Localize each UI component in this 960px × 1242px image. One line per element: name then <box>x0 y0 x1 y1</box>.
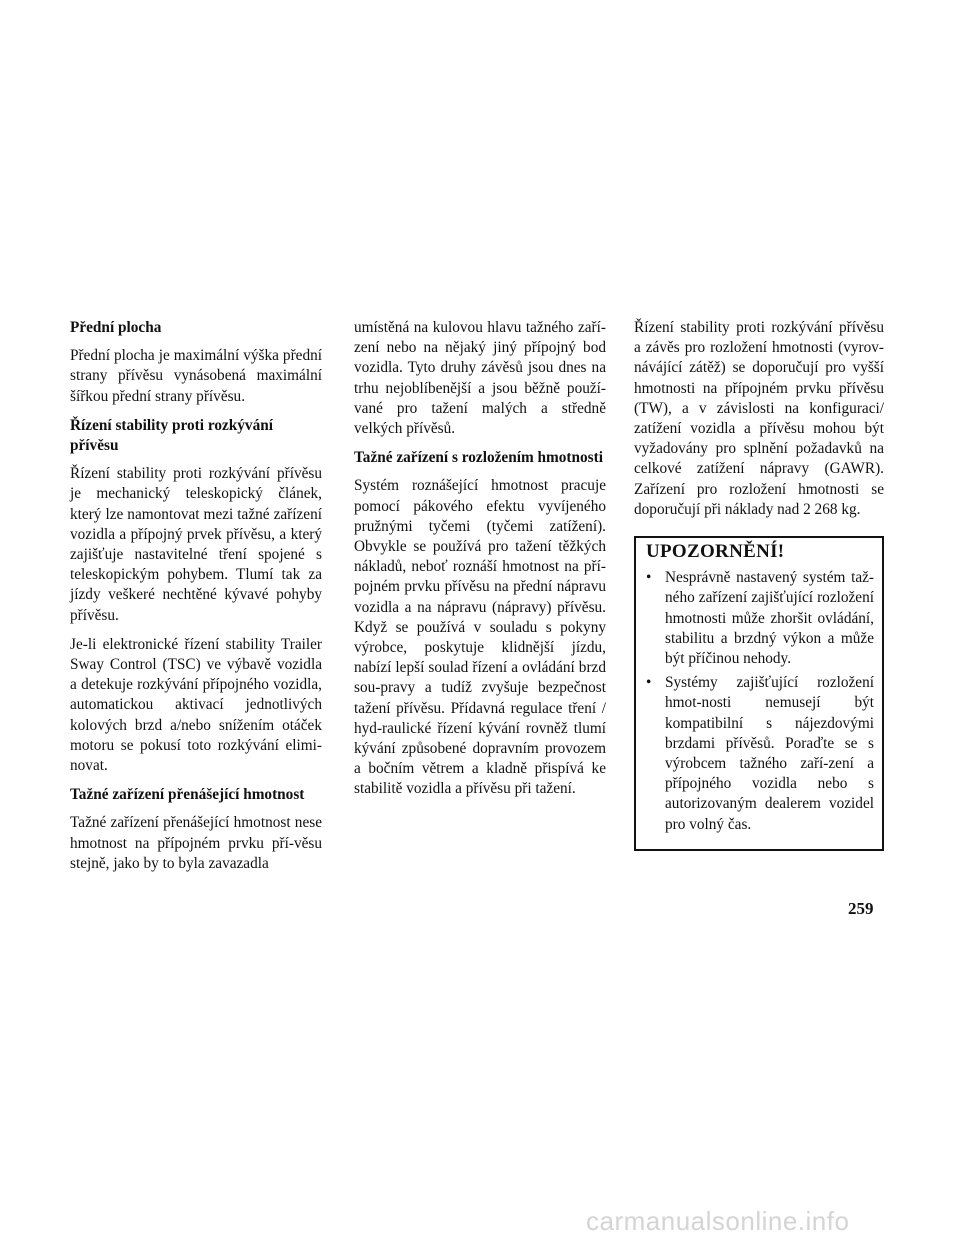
warning-item-text: Nesprávně nastavený systém taž-ného zařízení zajišťující rozložení hmotnosti může zhoršit ovládání, stabilitu a brzdný výkon a může být příčinou nehody. <box>665 569 874 668</box>
column-1 <box>70 318 322 883</box>
warning-title: UPOZORNĚNÍ! <box>646 541 785 563</box>
heading-sway-control: Řízení stability proti rozkývání přívěsu <box>70 416 273 455</box>
bullet-icon: • <box>646 569 652 587</box>
page-number: 259 <box>848 899 874 918</box>
heading-weight-distributing-hitch: Tažné zařízení s rozložením hmotnosti <box>354 449 603 467</box>
watermark: carmanualsonline.info <box>586 1206 850 1236</box>
warning-item <box>646 568 874 669</box>
paragraph-weight-distributing-hitch: Systém roznášející hmotnost pracuje pomocí pákového efektu vyvíjeného pružnými tyčemi (tyčemi zatížení). Obvykle se používá pro tažení těžkých nákladů, neboť roznáší hmotnost na pří-pojném prvku přívěsu na přední nápravu vozidla a na nápravu (nápravy) přívěsu. Když se používá v souladu s pokyny výrobce, poskytuje klidnější jízdu, nabízí lepší soulad řízení a ovládání brzd sou-pravy a tudíž zvyšuje bezpečnost tažení přívěsu. Přídavná regulace tření / hyd-raulické řízení kývání rovněž tlumí kývání způsobené dopravním provozem a bočním větrem a kladně přispívá ke stabilitě vozidla a přívěsu při tažení. <box>354 477 606 798</box>
paragraph-tsc: Je-li elektronické řízení stability Trailer Sway Control (TSC) ve výbavě vozidla a detekuje rozkývání přípojného vozidla, automatickou aktivací jednotlivých kolových brzd a/nebo snížením otáček motoru se pokusí toto rozkývání elimi-novat. <box>70 635 322 775</box>
paragraph-hitch-continued: umístěná na kulovou hlavu tažného zaří-zení nebo na nějaký jiný přípojný bod vozidla. Tyto druhy závěsů jsou dnes na trhu nejoblíbenější a jsou běžně použí-vané pro tažení malých a středně velkých přívěsů. <box>354 319 606 438</box>
paragraph-weight-carrying-hitch: Tažné zařízení přenášející hmotnost nese hmotnost na přípojném prvku pří-věsu stejně, jako by to byla zavazadla <box>70 814 322 872</box>
column-3 <box>634 318 884 851</box>
heading-weight-carrying-hitch: Tažné zařízení přenášející hmotnost <box>70 786 305 804</box>
paragraph-sway-control: Řízení stability proti rozkývání přívěsu je mechanický teleskopický článek, který lze namontovat mezi tažné zařízení vozidla a přípojný prvek přívěsu, a který zajišťuje nastavitelné tření spojené s teleskopickým pohybem. Tlumí tak za jízdy veškeré nechtěné kývavé pohyby přívěsu. <box>70 465 322 624</box>
column-2 <box>354 318 606 809</box>
warning-item-text: Systémy zajišťující rozložení hmot-nosti nemusejí být kompatibilní s nájezdovými brzdami přívěsů. Poraďte se s výrobcem tažného zaří-zení a přípojného vozidla nebo s autorizovaným dealerem vozidel pro volný čas. <box>665 674 874 833</box>
warning-item <box>646 673 874 835</box>
bullet-icon: • <box>646 674 652 692</box>
paragraph-recommendation: Řízení stability proti rozkývání přívěsu a závěs pro rozložení hmotnosti (vyrov-návájící zátěž) se doporučují pro vyšší hmotnosti na přípojném prvku přívěsu (TW), a v závislosti na konfiguraci/ zatížení vozidla a přívěsu mohou být vyžadovány pro splnění požadavků na celkové zatížení nápravy (GAWR). Zařízení pro rozložení hmotnosti se doporučují při náklady nad 2 268 kg. <box>634 319 884 518</box>
warning-box <box>634 536 884 851</box>
paragraph-front-area: Přední plocha je maximální výška přední strany přívěsu vynásobená maximální šířkou přední strany přívěsu. <box>70 347 322 405</box>
heading-front-area: Přední plocha <box>70 319 162 336</box>
warning-list <box>646 568 874 835</box>
